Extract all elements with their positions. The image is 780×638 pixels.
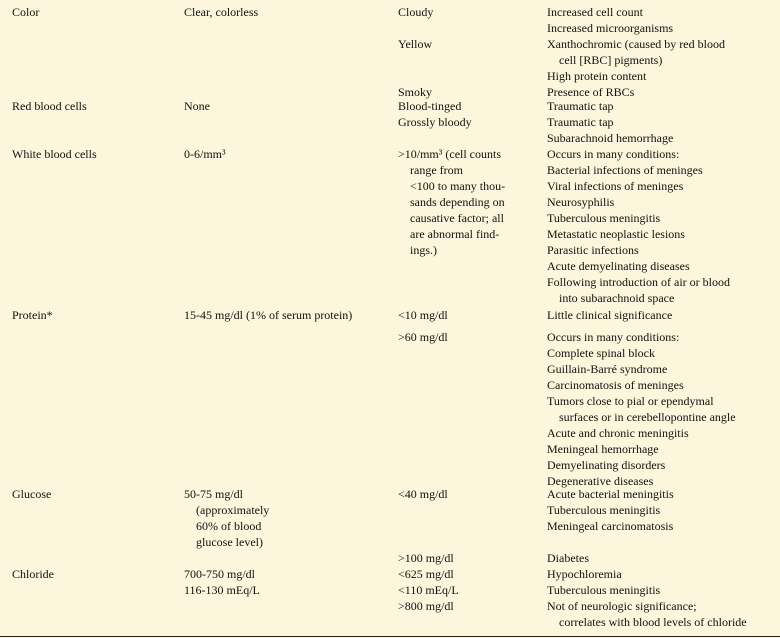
significance-line: cell [RBC] pigments) (559, 53, 663, 67)
significance-line: Not of neurologic significance; (547, 599, 697, 613)
abnormal-value-line: Cloudy (398, 5, 434, 19)
abnormal-value-line: <110 mEq/L (398, 583, 459, 597)
abnormal-value-line: <625 mg/dl (398, 567, 454, 581)
significance-line: Acute demyelinating diseases (547, 259, 690, 273)
significance-line: Xanthochromic (caused by red blood (547, 37, 725, 51)
normal-value-line: glucose level) (196, 535, 263, 549)
normal-value-line: 50-75 mg/dl (184, 487, 243, 501)
abnormal-value-line: <40 mg/dl (398, 487, 448, 501)
significance-line: Neurosyphilis (547, 195, 615, 209)
significance-line: into subarachnoid space (559, 291, 675, 305)
abnormal-value-line: <100 to many thou- (410, 179, 506, 193)
significance-line: Increased microorganisms (547, 21, 674, 35)
significance-line: Subarachnoid hemorrhage (547, 131, 674, 145)
significance-line: correlates with blood levels of chloride (559, 615, 747, 629)
normal-value-line: 60% of blood (196, 519, 262, 533)
parameter-label: Protein* (12, 308, 53, 322)
significance-line: High protein content (547, 69, 647, 83)
abnormal-value-line: are abnormal find- (410, 227, 500, 241)
normal-value-line: (approximately (196, 503, 270, 517)
significance-line: Metastatic neoplastic lesions (547, 227, 685, 241)
significance-line: Parasitic infections (547, 243, 639, 257)
abnormal-value-line: >100 mg/dl (398, 551, 454, 565)
abnormal-value-line: >60 mg/dl (398, 330, 448, 344)
parameter-label: White blood cells (12, 147, 97, 161)
significance-line: Acute and chronic meningitis (547, 426, 689, 440)
significance-line: surfaces or in cerebellopontine angle (559, 410, 736, 424)
significance-line: Meningeal hemorrhage (547, 442, 659, 456)
parameter-label: Glucose (12, 487, 52, 501)
significance-line: Tuberculous meningitis (547, 211, 661, 225)
significance-line: Meningeal carcinomatosis (547, 519, 674, 533)
significance-line: Carcinomatosis of meninges (547, 378, 684, 392)
normal-value-line: 116-130 mEq/L (184, 583, 260, 597)
significance-line: Viral infections of meninges (547, 179, 684, 193)
normal-value-line: None (184, 99, 210, 113)
significance-line: Presence of RBCs (547, 85, 635, 99)
abnormal-value-line: range from (410, 163, 463, 177)
normal-value-line: 0-6/mm³ (184, 147, 226, 161)
significance-line: Tumors close to pial or ependymal (547, 394, 714, 408)
parameter-label: Color (12, 5, 40, 19)
significance-line: Occurs in many conditions: (547, 330, 680, 344)
table-bottom-rule (0, 636, 780, 637)
significance-line: Complete spinal block (547, 346, 655, 360)
abnormal-value-line: Grossly bloody (398, 115, 472, 129)
significance-line: Following introduction of air or blood (547, 275, 730, 289)
significance-line: Bacterial infections of meninges (547, 163, 703, 177)
parameter-label: Red blood cells (12, 99, 87, 113)
abnormal-value-line: >10/mm³ (cell counts (398, 147, 502, 161)
significance-line: Diabetes (547, 551, 589, 565)
abnormal-value-line: ings.) (410, 243, 437, 257)
significance-line: Increased cell count (547, 5, 643, 19)
abnormal-value-line: >800 mg/dl (398, 599, 454, 613)
significance-line: Hypochloremia (547, 567, 622, 581)
abnormal-value-line: <10 mg/dl (398, 308, 448, 322)
significance-line: Acute bacterial meningitis (547, 487, 674, 501)
significance-line: Occurs in many conditions: (547, 147, 680, 161)
significance-line: Traumatic tap (547, 99, 614, 113)
significance-line: Degenerative diseases (547, 474, 654, 488)
normal-value-line: 15-45 mg/dl (1% of serum protein) (184, 308, 353, 322)
significance-line: Little clinical significance (547, 308, 673, 322)
abnormal-value-line: Yellow (398, 37, 433, 51)
abnormal-value-line: Smoky (398, 85, 433, 99)
significance-line: Tuberculous meningitis (547, 583, 661, 597)
normal-value-line: Clear, colorless (184, 5, 259, 19)
abnormal-value-line: sands depending on (410, 195, 505, 209)
significance-line: Demyelinating disorders (547, 458, 666, 472)
abnormal-value-line: causative factor; all (410, 211, 504, 225)
significance-line: Traumatic tap (547, 115, 614, 129)
significance-line: Guillain-Barré syndrome (547, 362, 668, 376)
abnormal-value-line: Blood-tinged (398, 99, 462, 113)
significance-line: Tuberculous meningitis (547, 503, 661, 517)
parameter-label: Chloride (12, 567, 54, 581)
normal-value-line: 700-750 mg/dl (184, 567, 255, 581)
